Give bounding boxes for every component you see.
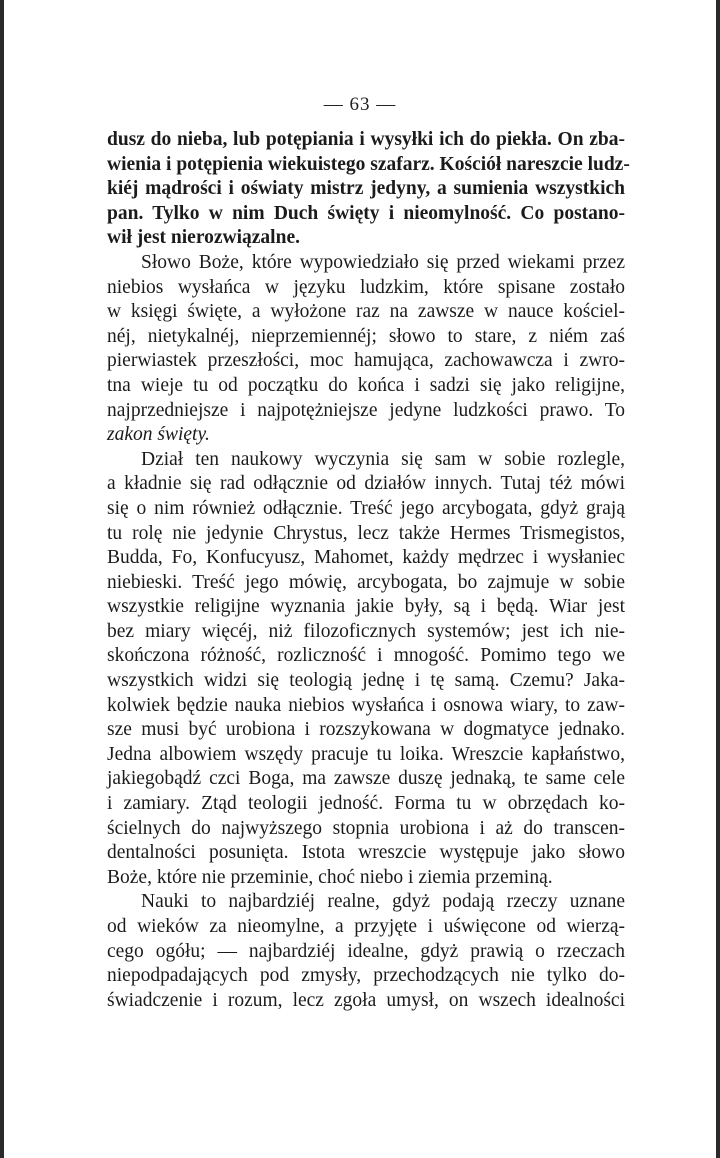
italic-phrase: zakon święty. — [107, 424, 210, 446]
text-line: w księgi święte, a wyłożone raz na zawsze w nauce kościel- — [107, 301, 625, 323]
text-line: sze musi być urobiona i rozszykowana w dogmatyce jednako. — [107, 719, 625, 741]
text-line: kolwiek będzie nauka niebios wysłańca i osnowa wiary, to zaw- — [107, 694, 625, 716]
text-line: kiéj mądrości i oświaty mistrz jedyny, a sumienia wszystkich — [107, 178, 625, 200]
text-line: od wieków za nieomylne, a przyjęte i uświęcone od wierzą- — [107, 916, 625, 937]
text-line — [107, 423, 625, 448]
text-line: a kładnie się rad odłącznie od działów innych. Tutaj téż mówi — [107, 473, 625, 495]
text-line: bez miary więcéj, niż filozoficznych systemów; jest ich nie- — [107, 620, 625, 642]
text-line: dentalności posunięta. Istota wreszcie występuje jako słowo — [107, 842, 625, 864]
text-line: Słowo Boże, które wypowiedziało się przed wiekami przez — [141, 251, 625, 273]
paragraph — [107, 890, 625, 1013]
text-line: tna wieje tu od początku do końca i sadzi się jako religijne, — [107, 374, 625, 396]
text-line: wienia i potępienia wiekuistego szafarz. Kościół nareszcie ludz- — [107, 153, 630, 175]
text-line: dusz do nieba, lub potępiania i wysyłki ich do piekła. On zba- — [107, 129, 625, 150]
scan-edge-left — [0, 0, 4, 1158]
text-line: ścielnych do najwyższego stopnia urobiona i aż do transcen- — [107, 817, 625, 839]
text-line: skończona różność, rozliczność i mnogość. Pomimo tego we — [107, 645, 625, 667]
text-line: jakiegobądź czci Boga, ma zawsze duszę jednaką, te same cele — [107, 768, 625, 790]
text-line: i zamiary. Ztąd teologii jedność. Forma tu w obrzędach ko- — [107, 793, 625, 815]
text-line: Jedna albowiem wszędy pracuje tu loika. Wreszcie kapłaństwo, — [107, 743, 625, 765]
text-line: pierwiastek przeszłości, moc hamująca, zachowawcza i zwro- — [107, 350, 625, 372]
text-line: niebieski. Treść jego mówię, arcybogata, bo zajmuje w sobie — [107, 571, 625, 593]
text-line: niebios wysłańca w języku ludzkim, które spisane zostało — [107, 276, 625, 298]
text-line: wił jest nierozwiązalne. — [107, 227, 300, 249]
text-line: néj, nietykalnéj, nieprzemiennéj; słowo to stare, z niém zaś — [107, 325, 625, 347]
page-number: — 63 — — [323, 94, 397, 115]
text-line: pan. Tylko w nim Duch święty i nieomylność. Co postano- — [107, 202, 625, 224]
body-text — [107, 128, 630, 1013]
text-line: najprzedniejsze i najpotężniejsze jedyne ludzkości prawo. To — [107, 399, 625, 421]
text-line: cego ogółu; — najbardziéj idealne, gdyż prawią o rzeczach — [107, 940, 625, 962]
text-line: Boże, które nie przeminie, choć niebo i ziemia przeminą. — [107, 866, 553, 888]
paragraph — [107, 251, 625, 448]
paragraph — [107, 448, 625, 891]
text-line: wszystkie religijne wyznania jakie były, są i będą. Wiar jest — [107, 596, 625, 618]
text-line: Budda, Fo, Konfucyusz, Mahomet, każdy mędrzec i wysłaniec — [107, 547, 625, 569]
text-line: niepodpadających pod zmysły, przechodzących nie tylko do- — [107, 965, 625, 987]
text-line: świadczenie i rozum, lecz zgoła umysł, on wszech idealności — [107, 989, 625, 1011]
paragraph — [107, 128, 630, 251]
text-line: wszystkich widzi się teologią jednę i tę samą. Czemu? Jaka- — [107, 670, 625, 692]
text-line: tu rolę nie jedynie Chrystus, lecz także Hermes Trismegistos, — [107, 522, 625, 544]
text-line: Dział ten naukowy wyczynia się sam w sobie rozlegle, — [141, 448, 625, 470]
scan-edge-right — [716, 0, 720, 1158]
text-line: się o nim również odłącznie. Treść jego arcybogata, gdyż grają — [107, 497, 625, 519]
text-line: Nauki to najbardziéj realne, gdyż podają rzeczy uznane — [141, 891, 625, 913]
